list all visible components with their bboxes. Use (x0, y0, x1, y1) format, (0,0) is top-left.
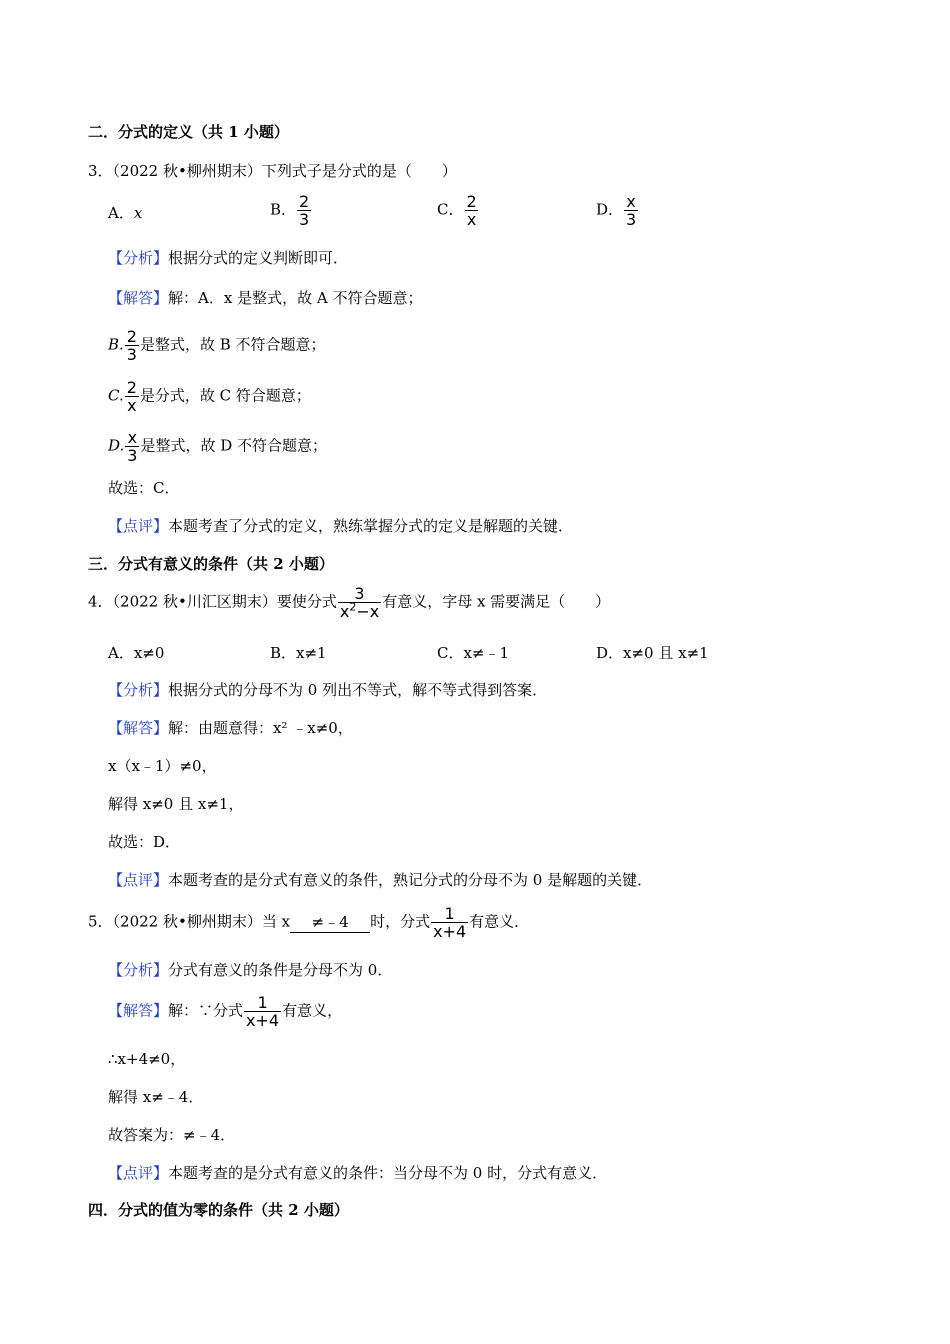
q3-option-a-value: x (133, 204, 143, 222)
q4-comment (108, 870, 652, 890)
fraction-denominator: 3 (626, 210, 637, 229)
q5-answer (108, 994, 342, 1029)
question-4-stem (88, 585, 610, 620)
analysis-tag: 【分析】 (108, 249, 169, 267)
q5-analysis (108, 960, 392, 980)
answer-tag: 【解答】 (108, 719, 169, 737)
q3-analysis (108, 248, 348, 268)
q3-option-d (596, 193, 639, 228)
fraction-denominator: 3 (126, 345, 137, 364)
denominator-rest: −x (356, 602, 380, 621)
fraction-numerator: 2 (126, 378, 137, 397)
fraction-numerator: 2 (126, 327, 137, 346)
q3-option-d-fraction (624, 193, 638, 228)
q5-step-1: ∴x+4≠0， (108, 1050, 186, 1068)
line-text: 是整式，故 D 不符合题意； (140, 436, 328, 455)
comment-tag: 【点评】 (108, 871, 169, 889)
analysis-text: 根据分式的分母不为 0 列出不等式，解不等式得到答案． (168, 681, 548, 699)
comment-text: 本题考查的是分式有意义的条件：当分母不为 0 时，分式有意义． (168, 1164, 608, 1182)
q3-choice: 故选：C． (108, 479, 180, 497)
line-prefix: D. (108, 436, 125, 455)
q4-fraction (338, 585, 381, 620)
q3-option-b-label: B． (270, 200, 297, 219)
q4-answer (108, 718, 353, 738)
q3-option-b (270, 193, 312, 228)
answer-fraction (244, 994, 281, 1029)
q5-final: 故答案为：≠﹣4． (108, 1126, 236, 1144)
fraction-numerator: x (626, 192, 636, 211)
fraction-denominator: x (466, 210, 477, 229)
q3-option-a-label: A． (108, 204, 134, 222)
q3-line-d (108, 429, 327, 464)
q5-comment (108, 1163, 607, 1183)
section-heading-4: 四．分式的值为零的条件（共 2 小题） (88, 1201, 349, 1219)
line-fraction (125, 328, 139, 363)
line-prefix: B. (108, 335, 124, 354)
denominator-exponent: 2 (349, 600, 357, 614)
fraction-numerator: 2 (299, 192, 310, 211)
comment-tag: 【点评】 (108, 517, 169, 535)
answer-tag: 【解答】 (108, 1001, 169, 1020)
q4-choice: 故选：D． (108, 833, 181, 851)
question-3-stem: 3．（2022 秋•柳州期末）下列式子是分式的是（ ） (88, 162, 457, 180)
answer-blank: ≠﹣4 (290, 912, 370, 933)
q3-line-b (108, 328, 326, 363)
q4-step-2: 解得 x≠0 且 x≠1， (108, 795, 244, 813)
answer-text-pre: 解：∵分式 (168, 1001, 244, 1020)
comment-text: 本题考查了分式的定义，熟练掌握分式的定义是解题的关键． (168, 517, 574, 535)
section-heading-3: 三．分式有意义的条件（共 2 小题） (88, 555, 334, 573)
q5-fraction (431, 905, 468, 940)
analysis-tag: 【分析】 (108, 681, 169, 699)
line-fraction (125, 379, 139, 414)
q5-step-2: 解得 x≠﹣4． (108, 1088, 204, 1106)
fraction-denominator: 3 (127, 446, 138, 465)
q4-option-a: A．x≠0 (108, 644, 165, 662)
q4-option-d: D．x≠0 且 x≠1 (596, 644, 709, 662)
answer-text: 解：由题意得：x² ﹣x≠0， (168, 719, 353, 737)
q3-option-c-fraction (464, 193, 478, 228)
q4-option-c: C．x≠﹣1 (437, 644, 510, 662)
analysis-text: 根据分式的定义判断即可． (168, 249, 349, 267)
fraction-numerator: 1 (444, 904, 455, 923)
line-fraction (125, 429, 139, 464)
answer-tag: 【解答】 (108, 289, 169, 307)
comment-tag: 【点评】 (108, 1164, 169, 1182)
q3-option-c (437, 193, 480, 228)
denominator-base: x (339, 602, 350, 621)
stem-text-post: 有意义． (469, 912, 530, 931)
analysis-text: 分式有意义的条件是分母不为 0． (168, 961, 393, 979)
q3-comment (108, 516, 573, 536)
fraction-numerator: x (127, 428, 138, 447)
fraction-denominator (338, 602, 381, 620)
line-text: 是分式，故 C 符合题意； (139, 386, 311, 405)
stem-text-post: 有意义，字母 x 需要满足（ ） (382, 592, 611, 611)
fraction-denominator: 3 (299, 210, 310, 229)
q3-option-c-label: C． (437, 200, 464, 219)
stem-text-mid: 时，分式 (370, 912, 431, 931)
q3-line-c (108, 379, 311, 414)
q3-answer (108, 288, 422, 308)
fraction-denominator: x+4 (246, 1011, 280, 1030)
comment-text: 本题考查的是分式有意义的条件，熟记分式的分母不为 0 是解题的关键． (168, 871, 653, 889)
q4-analysis (108, 680, 547, 700)
section-heading-2: 二．分式的定义（共 1 小题） (88, 123, 289, 141)
q4-option-b: B．x≠1 (270, 644, 327, 662)
fraction-denominator: x (127, 396, 137, 415)
fraction-numerator: 2 (466, 192, 477, 211)
stem-text-pre: 4．（2022 秋•川汇区期末）要使分式 (88, 592, 337, 611)
q3-option-a (108, 203, 142, 223)
q3-option-b-fraction (297, 193, 311, 228)
q3-option-d-label: D． (596, 200, 624, 219)
stem-text-pre: 5．（2022 秋•柳州期末）当 x (88, 912, 291, 931)
question-5-stem (88, 905, 529, 940)
fraction-denominator: x+4 (433, 922, 467, 941)
answer-text-post: 有意义， (282, 1001, 343, 1020)
line-text: 是整式，故 B 不符合题意； (139, 335, 326, 354)
q4-step-1: x（x﹣1）≠0， (108, 757, 217, 775)
fraction-numerator: 1 (257, 993, 268, 1012)
line-prefix: C. (108, 386, 124, 405)
fraction-numerator: 3 (354, 584, 365, 603)
analysis-tag: 【分析】 (108, 961, 169, 979)
answer-text: 解：A．x 是整式，故 A 不符合题意； (168, 289, 423, 307)
